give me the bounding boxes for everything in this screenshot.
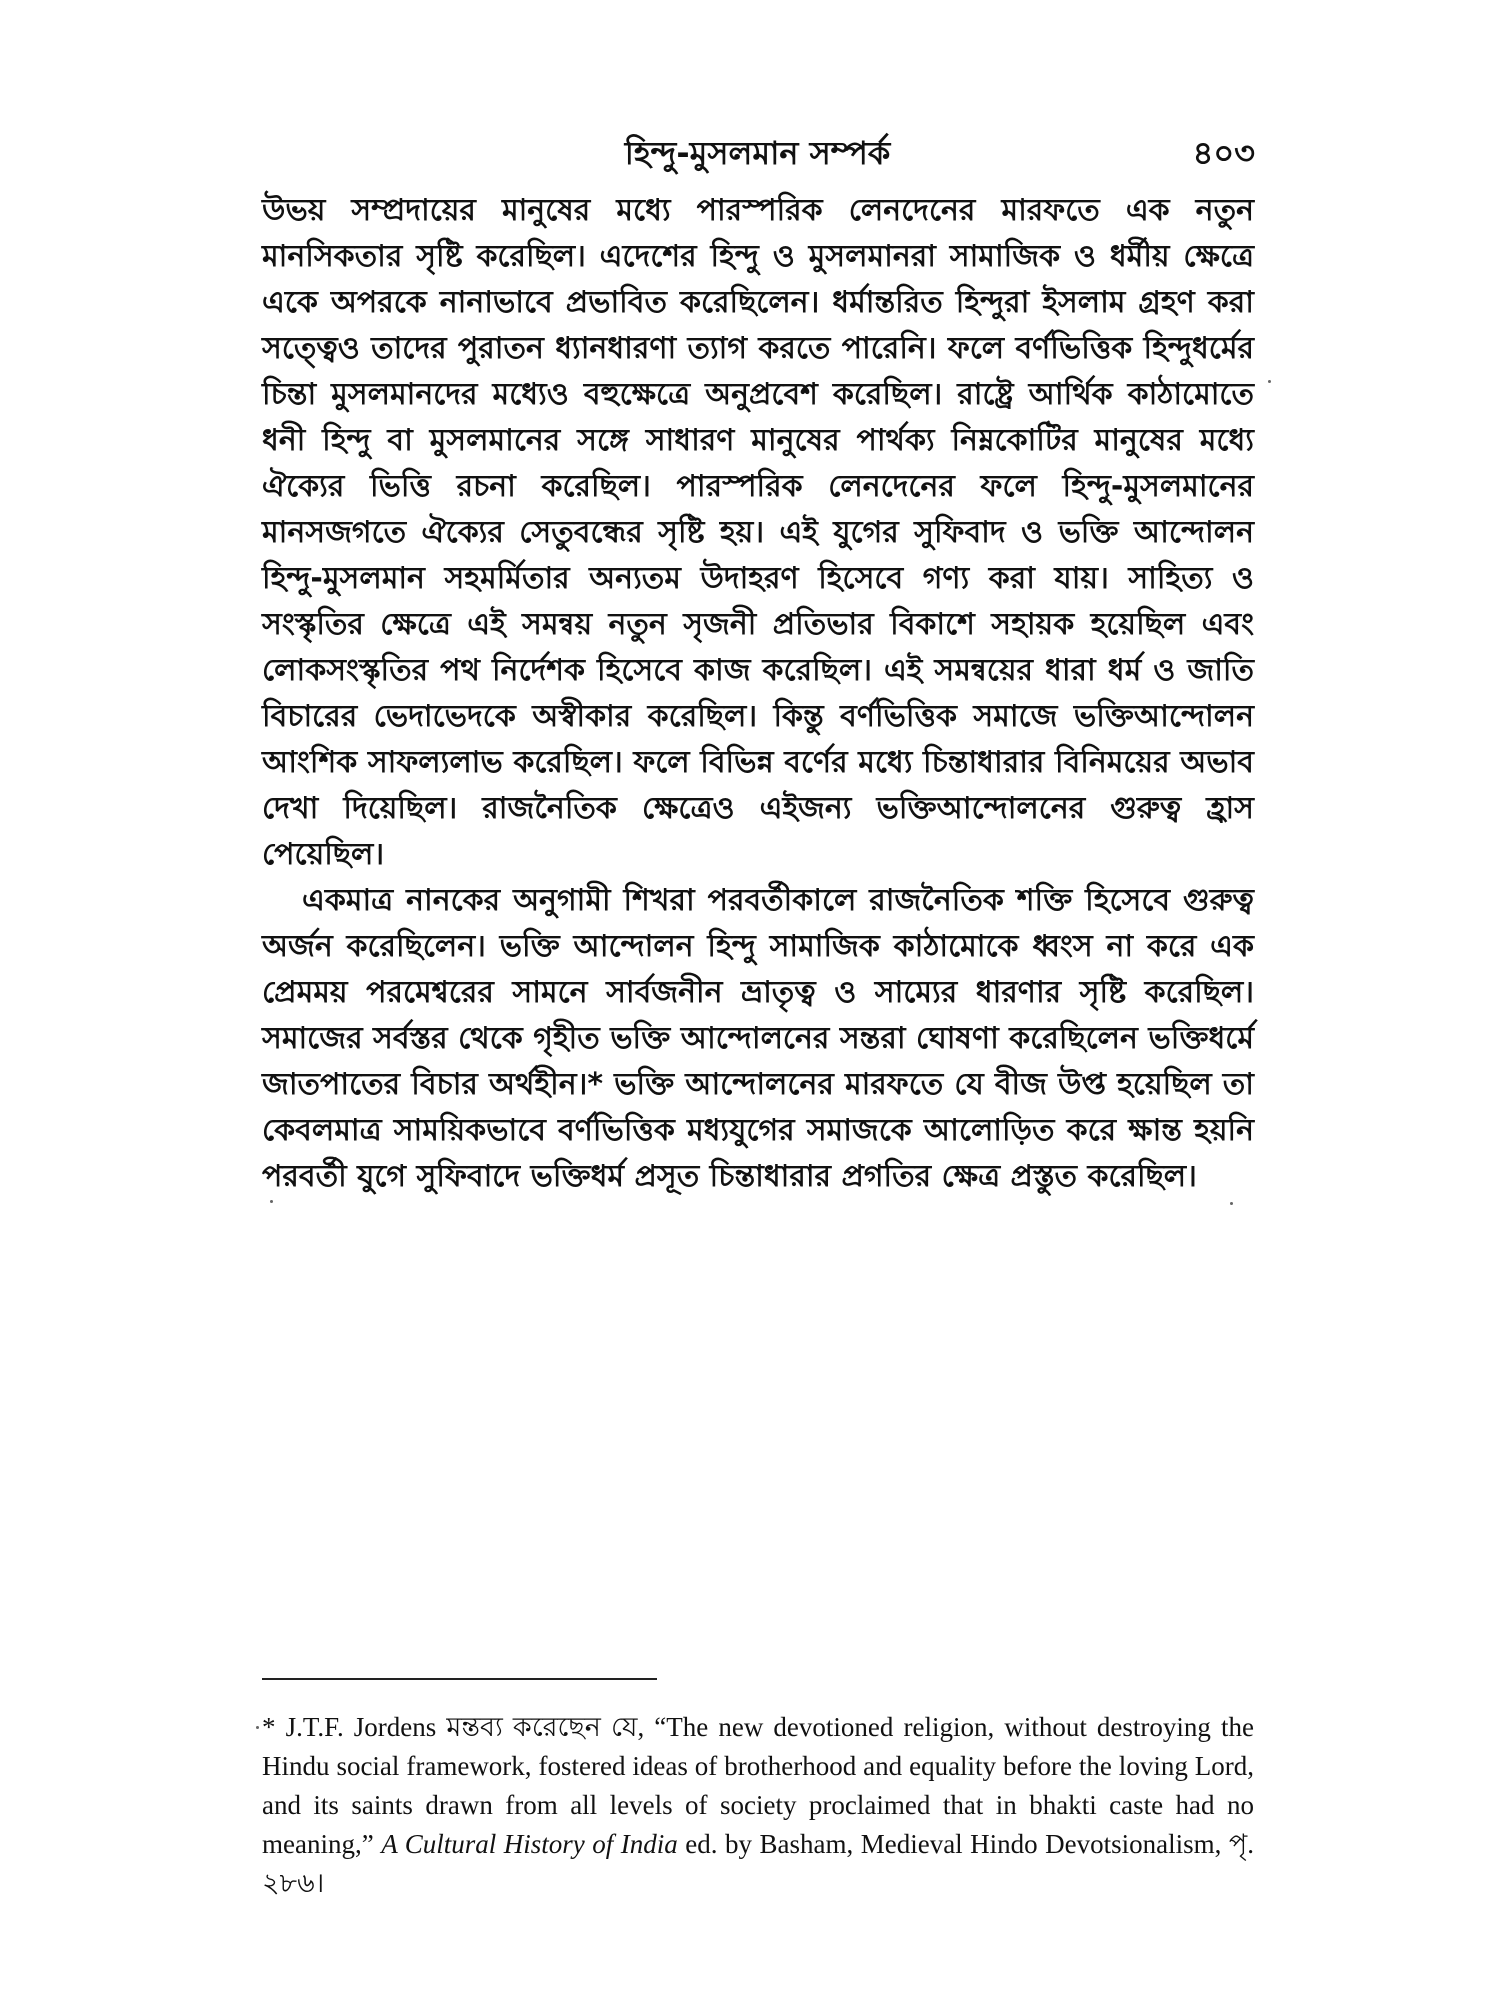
scan-speck [256,1726,259,1729]
footnote-lead: * J.T.F. Jordens মন্তব্য করেছেন যে, “The new devotioned religion, without destroying the Hindu social framework, fostered ideas of brotherhood and equality before the loving Lord, and its saints drawn from all levels of society proclaimed that in bhakti caste had no meaning,” [262,1712,1254,1859]
paragraph-2: একমাত্র নানকের অনুগামী শিখরা পরবর্তীকালে রাজনৈতিক শক্তি হিসেবে গুরুত্ব অর্জন করেছিলেন। ভক্তি আন্দোলন হিন্দু সামাজিক কাঠামোকে ধ্বংস না করে এক প্রেমময় পরমেশ্বরের সামনে সার্বজনীন ভ্রাতৃত্ব ও সাম্যের ধারণার সৃষ্টি করেছিল। সমাজের সর্বস্তর থেকে গৃহীত ভক্তি আন্দোলনের সন্তরা ঘোষণা করেছিলেন ভক্তিধর্মে জাতপাতের বিচার অর্থহীন।* ভক্তি আন্দোলনের মারফতে যে বীজ উপ্ত হয়েছিল তা কেবলমাত্র সাময়িকভাবে বর্ণভিত্তিক মধ্যযুগের সমাজকে আলোড়িত করে ক্ষান্ত হয়নি পরবর্তী যুগে সুফিবাদে ভক্তিধর্ম প্রসূত চিন্তাধারার প্রগতির ক্ষেত্র প্রস্তুত করেছিল। [262,883,1254,1194]
scan-speck [270,1200,273,1203]
page-number: ৪০৩ [1192,134,1255,172]
main-text [262,188,1254,1200]
page-header [260,128,1255,178]
footnote-tail: ed. by Basham, Medieval Hindo Devotsionalism, পৃ. ২৮৬। [262,1829,1254,1898]
scan-speck [1268,380,1271,383]
paragraph-1: উভয় সম্প্রদায়ের মানুষের মধ্যে পারস্পরিক লেনদেনের মারফতে এক নতুন মানসিকতার সৃষ্টি করেছিল। এদেশের হিন্দু ও মুসলমানরা সামাজিক ও ধর্মীয় ক্ষেত্রে একে অপরকে নানাভাবে প্রভাবিত করেছিলেন। ধর্মান্তরিত হিন্দুরা ইসলাম গ্রহণ করা সত্ত্বেও তাদের পুরাতন ধ্যানধারণা ত্যাগ করতে পারেনি। ফলে বর্ণভিত্তিক হিন্দুধর্মের চিন্তা মুসলমানদের মধ্যেও বহুক্ষেত্রে অনুপ্রবেশ করেছিল। রাষ্ট্রে আর্থিক কাঠামোতে ধনী হিন্দু বা মুসলমানের সঙ্গে সাধারণ মানুষের পার্থক্য নিম্নকোটির মানুষের মধ্যে ঐক্যের ভিত্তি রচনা করেছিল। পারস্পরিক লেনদেনের ফলে হিন্দু-মুসলমানের মানসজগতে ঐক্যের সেতুবন্ধের সৃষ্টি হয়। এই যুগের সুফিবাদ ও ভক্তি আন্দোলন হিন্দু-মুসলমান সহমর্মিতার অন্যতম উদাহরণ হিসেবে গণ্য করা যায়। সাহিত্য ও সংস্কৃতির ক্ষেত্রে এই সমন্বয় নতুন সৃজনী প্রতিভার বিকাশে সহায়ক হয়েছিল এবং লোকসংস্কৃতির পথ নির্দেশক হিসেবে কাজ করেছিল। এই সমন্বয়ের ধারা ধর্ম ও জাতি বিচারের ভেদাভেদকে অস্বীকার করেছিল। কিন্তু বর্ণভিত্তিক সমাজে ভক্তিআন্দোলন আংশিক সাফল্যলাভ করেছিল। ফলে বিভিন্ন বর্ণের মধ্যে চিন্তাধারার বিনিময়ের অভাব দেখা দিয়েছিল। রাজনৈতিক ক্ষেত্রেও এইজন্য ভক্তিআন্দোলনের গুরুত্ব হ্রাস পেয়েছিল। [262,193,1254,872]
footnote-book-title: A Cultural History of India [381,1829,678,1859]
footnote-divider [262,1678,657,1680]
running-title: হিন্দু-মুসলমান সম্পর্ক [624,134,891,172]
scan-speck [1230,1202,1233,1205]
footnote [262,1708,1254,1903]
